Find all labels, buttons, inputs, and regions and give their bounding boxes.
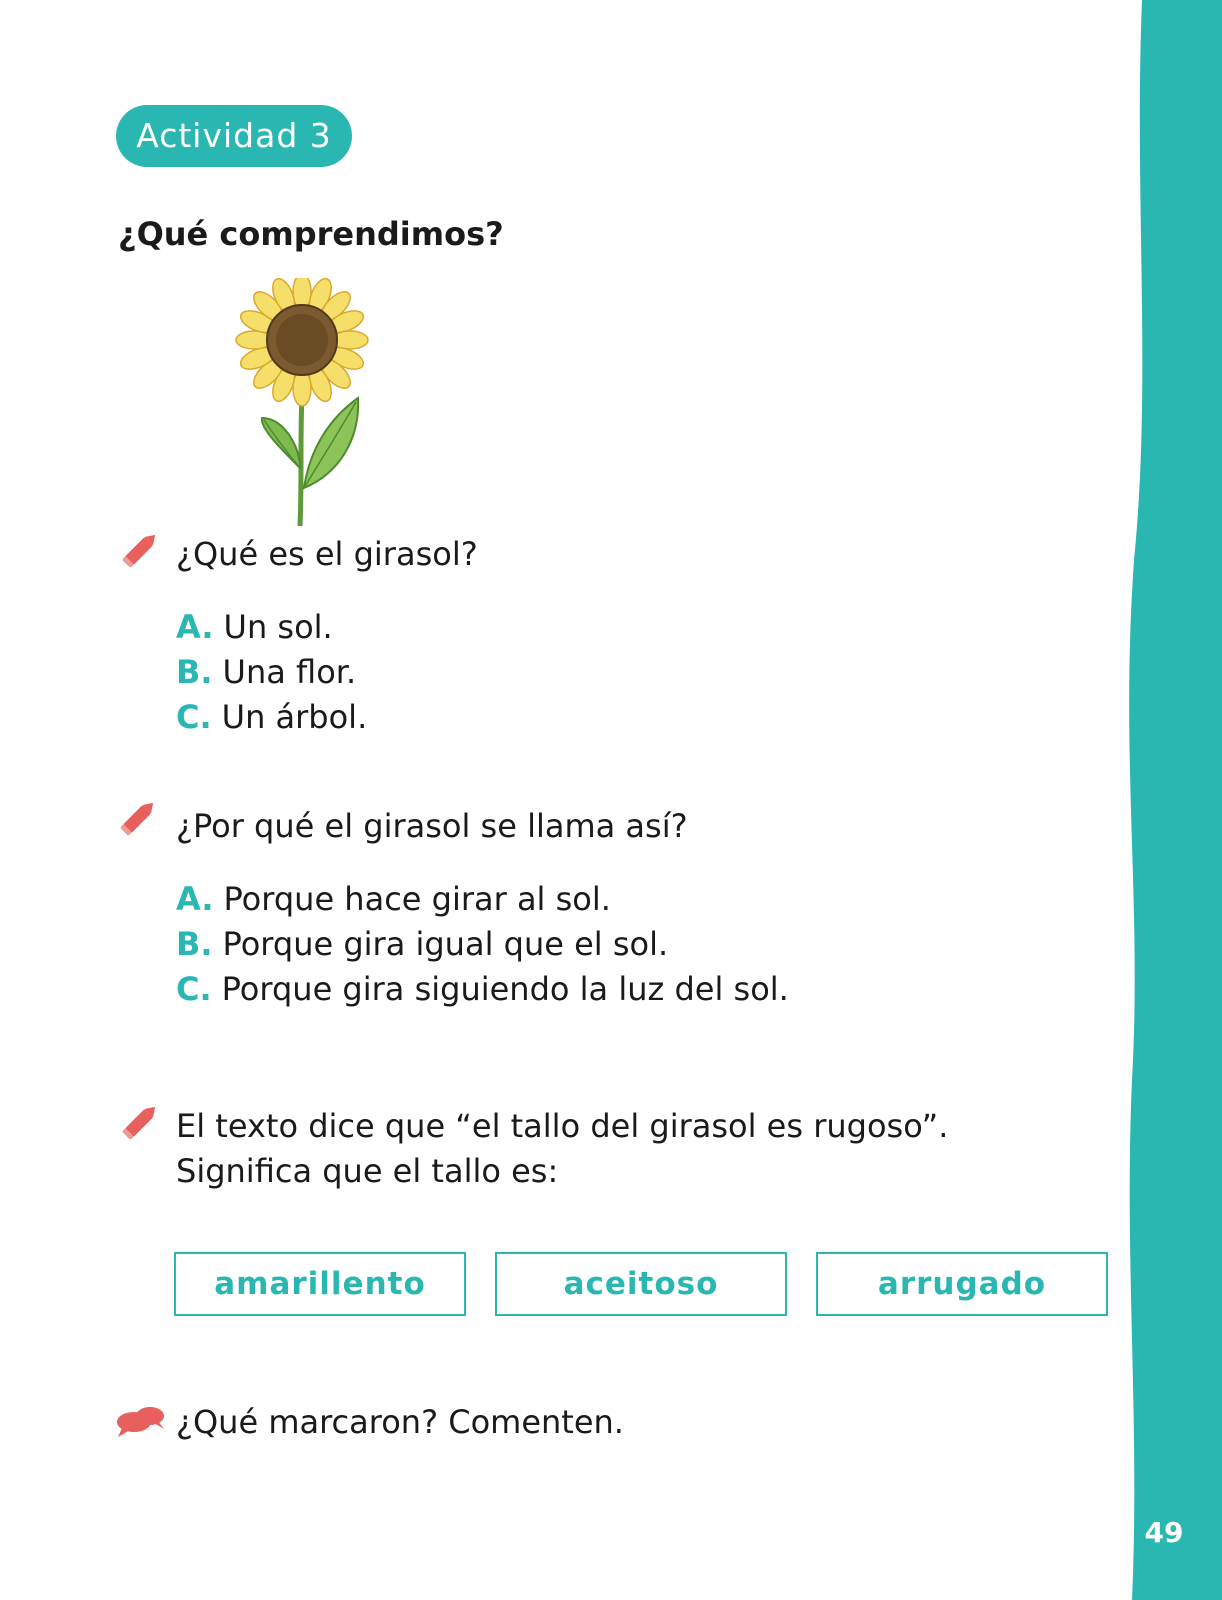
question-1-option-a[interactable] — [176, 605, 367, 650]
activity-label: Actividad 3 — [116, 105, 352, 167]
question-1-option-c[interactable] — [176, 695, 367, 740]
sunflower-illustration — [230, 278, 380, 528]
option-letter: A. — [176, 880, 214, 918]
option-letter: C. — [176, 698, 212, 736]
choice-arrugado[interactable]: arrugado — [816, 1252, 1108, 1316]
option-text: Porque gira igual que el sol. — [222, 925, 669, 963]
question-1-option-b[interactable] — [176, 650, 367, 695]
question-1-prompt: ¿Qué es el girasol? — [176, 535, 478, 573]
speech-bubbles-icon — [116, 1404, 166, 1438]
question-2-option-c[interactable] — [176, 967, 789, 1012]
side-band — [1112, 0, 1222, 1600]
question-3-prompt-line-2: Significa que el tallo es: — [176, 1152, 559, 1190]
question-2-options — [176, 877, 789, 1012]
question-2-prompt: ¿Por qué el girasol se llama así? — [176, 807, 688, 845]
option-letter: B. — [176, 925, 213, 963]
pencil-icon — [120, 1100, 162, 1142]
option-letter: B. — [176, 653, 213, 691]
question-1-options — [176, 605, 367, 740]
option-letter: C. — [176, 970, 212, 1008]
choice-amarillento[interactable]: amarillento — [174, 1252, 466, 1316]
question-3-prompt-line-1: El texto dice que “el tallo del girasol es rugoso”. — [176, 1107, 949, 1145]
pencil-icon — [120, 528, 162, 570]
pencil-icon — [118, 796, 160, 838]
option-text: Porque gira siguiendo la luz del sol. — [221, 970, 789, 1008]
option-text: Porque hace girar al sol. — [223, 880, 611, 918]
question-2-option-b[interactable] — [176, 922, 789, 967]
choice-aceitoso[interactable]: aceitoso — [495, 1252, 787, 1316]
discussion-prompt: ¿Qué marcaron? Comenten. — [176, 1403, 624, 1441]
option-text: Un árbol. — [221, 698, 368, 736]
option-text: Un sol. — [223, 608, 333, 646]
section-title: ¿Qué comprendimos? — [118, 215, 504, 253]
option-text: Una flor. — [222, 653, 357, 691]
option-letter: A. — [176, 608, 214, 646]
page-number: 49 — [1144, 1516, 1184, 1549]
question-2-option-a[interactable] — [176, 877, 789, 922]
